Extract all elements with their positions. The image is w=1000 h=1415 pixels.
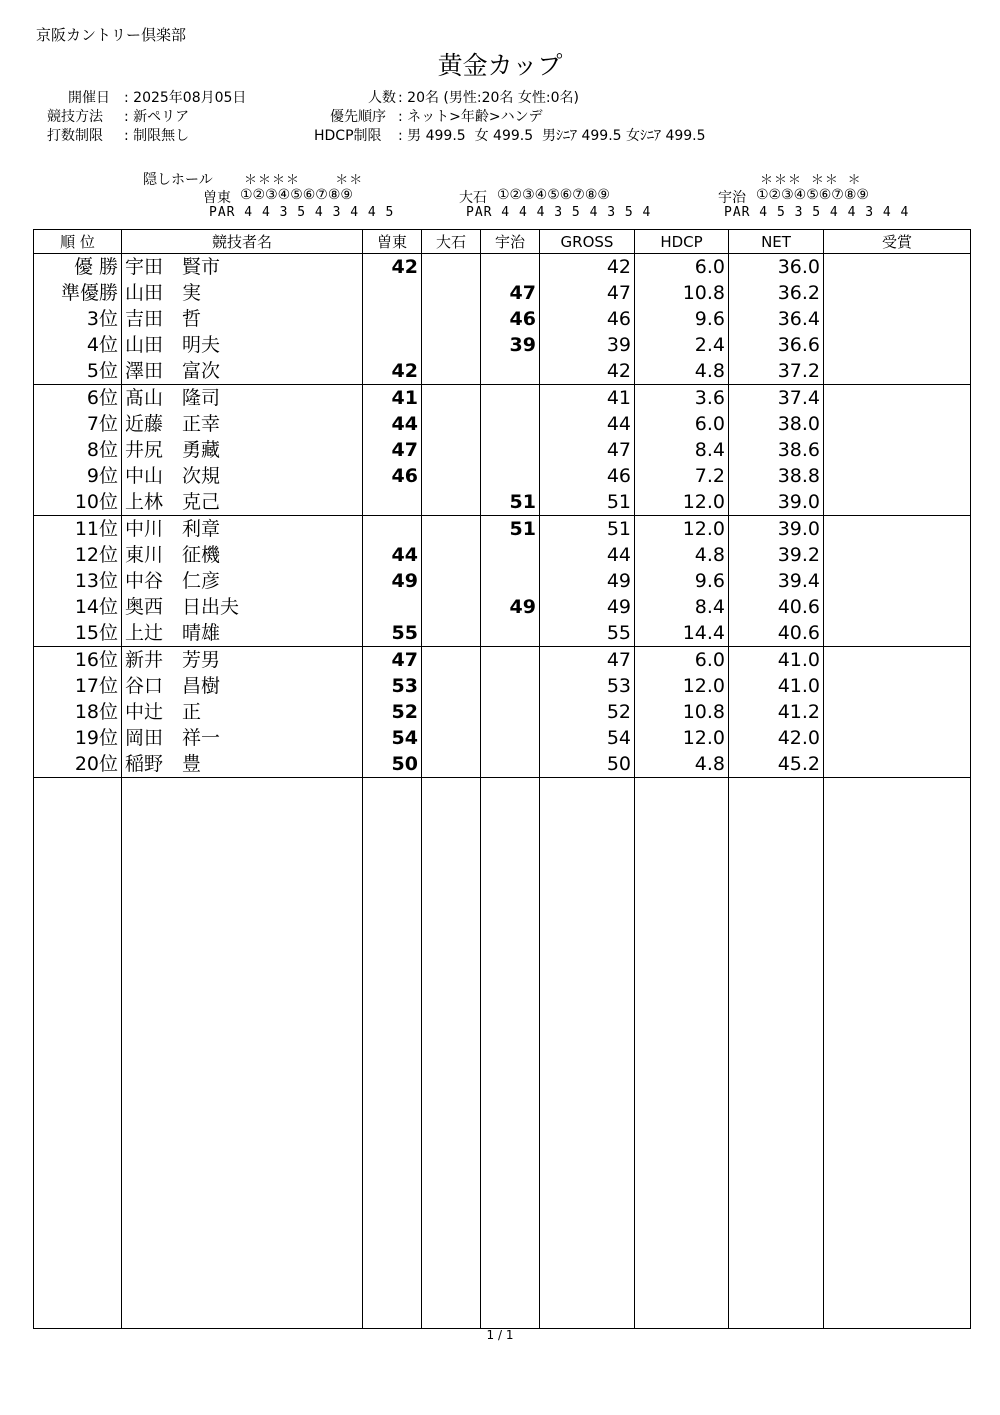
cell-c1	[363, 306, 422, 332]
header-award: 受賞	[824, 230, 971, 254]
table-header-row	[34, 230, 971, 254]
cell-gross: 51	[540, 489, 635, 516]
cell-c2	[422, 254, 481, 281]
cell-c1: 55	[363, 620, 422, 647]
course-3-holes: ①②③④⑤⑥⑦⑧⑨	[756, 187, 869, 203]
priority-value: ネット>年齢>ハンデ	[407, 109, 543, 125]
strokes-label: 打数制限	[47, 128, 103, 144]
cell-award	[824, 385, 971, 412]
course-2-holes: ①②③④⑤⑥⑦⑧⑨	[497, 187, 610, 203]
cell-c3	[481, 673, 540, 699]
table-row	[34, 699, 971, 725]
cell-hdcp: 4.8	[635, 358, 729, 385]
cell-name: 中川 利章	[122, 516, 363, 543]
cell-name: 稲野 豊	[122, 751, 363, 778]
header-course-1: 曽東	[363, 230, 422, 254]
header-rank: 順 位	[34, 230, 122, 254]
table-row	[34, 463, 971, 489]
cell-c3	[481, 358, 540, 385]
cell-c2	[422, 411, 481, 437]
cell-rank: 3位	[34, 306, 122, 332]
cell-net: 41.0	[729, 673, 824, 699]
cell-name: 新井 芳男	[122, 647, 363, 674]
cell-gross: 47	[540, 647, 635, 674]
cell-hdcp: 14.4	[635, 620, 729, 647]
course-1-par: PAR 4 4 3 5 4 3 4 4 5	[209, 205, 395, 220]
header-hdcp: HDCP	[635, 230, 729, 254]
cell-hdcp: 4.8	[635, 751, 729, 778]
table-row	[34, 568, 971, 594]
cell-c1: 47	[363, 647, 422, 674]
cell-c2	[422, 725, 481, 751]
table-row	[34, 647, 971, 674]
filler-cell	[540, 778, 635, 1329]
cell-hdcp: 12.0	[635, 673, 729, 699]
date-value: 2025年08月05日	[133, 90, 247, 106]
cell-rank: 12位	[34, 542, 122, 568]
cell-name: 中山 次規	[122, 463, 363, 489]
cell-award	[824, 542, 971, 568]
method-label: 競技方法	[47, 109, 103, 125]
cell-net: 36.4	[729, 306, 824, 332]
course-3-par: PAR 4 5 3 5 4 4 3 4 4	[724, 205, 910, 220]
cell-hdcp: 3.6	[635, 385, 729, 412]
cell-name: 岡田 祥一	[122, 725, 363, 751]
table-row	[34, 542, 971, 568]
header-net: NET	[729, 230, 824, 254]
cell-award	[824, 306, 971, 332]
course-1-name: 曽東	[203, 190, 231, 206]
cell-gross: 55	[540, 620, 635, 647]
filler-cell	[34, 778, 122, 1329]
cell-c2	[422, 542, 481, 568]
filler-cell	[122, 778, 363, 1329]
cell-name: 澤田 富次	[122, 358, 363, 385]
table-row	[34, 594, 971, 620]
cell-name: 谷口 昌樹	[122, 673, 363, 699]
cell-c1	[363, 332, 422, 358]
cell-c2	[422, 306, 481, 332]
cell-net: 36.6	[729, 332, 824, 358]
cell-hdcp: 7.2	[635, 463, 729, 489]
cell-c2	[422, 673, 481, 699]
header-course-3: 宇治	[481, 230, 540, 254]
cell-gross: 42	[540, 254, 635, 281]
cell-award	[824, 699, 971, 725]
cell-c3	[481, 699, 540, 725]
table-row	[34, 620, 971, 647]
cell-c2	[422, 647, 481, 674]
cell-rank: 5位	[34, 358, 122, 385]
cell-c3: 51	[481, 516, 540, 543]
page-title: 黄金カップ	[437, 51, 563, 80]
table-filler-row	[34, 778, 971, 1329]
cell-c2	[422, 568, 481, 594]
cell-name: 奥西 日出夫	[122, 594, 363, 620]
cell-net: 38.6	[729, 437, 824, 463]
cell-rank: 19位	[34, 725, 122, 751]
cell-hdcp: 10.8	[635, 699, 729, 725]
page-number: 1 / 1	[486, 1328, 514, 1342]
cell-award	[824, 725, 971, 751]
cell-gross: 50	[540, 751, 635, 778]
cell-c3	[481, 751, 540, 778]
course-3-name: 宇治	[718, 190, 746, 206]
cell-rank: 16位	[34, 647, 122, 674]
cell-gross: 46	[540, 306, 635, 332]
cell-rank: 9位	[34, 463, 122, 489]
cell-rank: 4位	[34, 332, 122, 358]
table-row	[34, 516, 971, 543]
cell-hdcp: 12.0	[635, 725, 729, 751]
table-row	[34, 385, 971, 412]
cell-c2	[422, 489, 481, 516]
cell-net: 38.8	[729, 463, 824, 489]
cell-c1: 41	[363, 385, 422, 412]
table-row	[34, 280, 971, 306]
cell-award	[824, 358, 971, 385]
cell-name: 中谷 仁彦	[122, 568, 363, 594]
cell-rank: 20位	[34, 751, 122, 778]
cell-hdcp: 12.0	[635, 516, 729, 543]
cell-net: 39.0	[729, 489, 824, 516]
cell-hdcp: 2.4	[635, 332, 729, 358]
cell-c3	[481, 568, 540, 594]
hdcp-limit-label: HDCP制限	[314, 128, 382, 144]
cell-c1: 50	[363, 751, 422, 778]
cell-c1: 44	[363, 542, 422, 568]
cell-c3	[481, 647, 540, 674]
cell-c2	[422, 358, 481, 385]
cell-award	[824, 647, 971, 674]
cell-c1: 54	[363, 725, 422, 751]
cell-gross: 52	[540, 699, 635, 725]
cell-name: 井尻 勇藏	[122, 437, 363, 463]
cell-gross: 47	[540, 437, 635, 463]
table-row	[34, 411, 971, 437]
table-row	[34, 358, 971, 385]
cell-net: 45.2	[729, 751, 824, 778]
header-name: 競技者名	[122, 230, 363, 254]
cell-c1	[363, 594, 422, 620]
filler-cell	[363, 778, 422, 1329]
cell-c3: 49	[481, 594, 540, 620]
cell-c2	[422, 437, 481, 463]
header-course-2: 大石	[422, 230, 481, 254]
date-label: 開催日	[68, 90, 110, 106]
cell-c1	[363, 489, 422, 516]
people-value: 20名 (男性:20名 女性:0名)	[407, 90, 579, 106]
people-label: 人数	[368, 90, 396, 106]
table-row	[34, 673, 971, 699]
cell-c3	[481, 411, 540, 437]
cell-c3	[481, 542, 540, 568]
cell-name: 山田 明夫	[122, 332, 363, 358]
cell-c3	[481, 620, 540, 647]
hidden-marks-course-3: ＊＊＊ ＊＊ ＊	[760, 173, 862, 188]
club-name: 京阪カントリー倶楽部	[36, 26, 187, 44]
cell-net: 37.2	[729, 358, 824, 385]
hidden-holes-label: 隠しホール	[143, 172, 213, 188]
cell-gross: 49	[540, 594, 635, 620]
table-row	[34, 751, 971, 778]
cell-c3	[481, 725, 540, 751]
cell-name: 髙山 隆司	[122, 385, 363, 412]
cell-award	[824, 594, 971, 620]
filler-cell	[481, 778, 540, 1329]
cell-c2	[422, 594, 481, 620]
cell-c2	[422, 751, 481, 778]
cell-c1: 52	[363, 699, 422, 725]
cell-gross: 46	[540, 463, 635, 489]
cell-hdcp: 6.0	[635, 254, 729, 281]
cell-award	[824, 620, 971, 647]
cell-rank: 14位	[34, 594, 122, 620]
cell-hdcp: 6.0	[635, 411, 729, 437]
hidden-marks-course-1: ＊＊＊＊ ＊＊	[244, 173, 364, 188]
cell-c2	[422, 620, 481, 647]
table-row	[34, 489, 971, 516]
cell-net: 41.2	[729, 699, 824, 725]
cell-rank: 13位	[34, 568, 122, 594]
cell-c1: 53	[363, 673, 422, 699]
cell-net: 40.6	[729, 594, 824, 620]
cell-rank: 11位	[34, 516, 122, 543]
cell-hdcp: 9.6	[635, 568, 729, 594]
table-row	[34, 254, 971, 281]
cell-rank: 10位	[34, 489, 122, 516]
cell-rank: 6位	[34, 385, 122, 412]
hdcp-limit-value: 男 499.5 女 499.5 男ｼﾆｱ 499.5 女ｼﾆｱ 499.5	[407, 128, 706, 144]
cell-c1: 46	[363, 463, 422, 489]
priority-label: 優先順序	[330, 109, 386, 125]
cell-hdcp: 9.6	[635, 306, 729, 332]
cell-hdcp: 8.4	[635, 594, 729, 620]
cell-gross: 41	[540, 385, 635, 412]
filler-cell	[729, 778, 824, 1329]
cell-gross: 51	[540, 516, 635, 543]
cell-award	[824, 332, 971, 358]
cell-award	[824, 437, 971, 463]
cell-net: 36.2	[729, 280, 824, 306]
cell-gross: 53	[540, 673, 635, 699]
cell-c3	[481, 254, 540, 281]
cell-c2	[422, 332, 481, 358]
cell-gross: 39	[540, 332, 635, 358]
course-2-name: 大石	[459, 190, 487, 206]
cell-c3	[481, 437, 540, 463]
cell-rank: 17位	[34, 673, 122, 699]
course-2-par: PAR 4 4 4 3 5 4 3 5 4	[466, 205, 652, 220]
cell-c1: 47	[363, 437, 422, 463]
cell-gross: 44	[540, 411, 635, 437]
cell-net: 39.4	[729, 568, 824, 594]
cell-gross: 54	[540, 725, 635, 751]
cell-net: 41.0	[729, 647, 824, 674]
cell-c3: 47	[481, 280, 540, 306]
cell-gross: 47	[540, 280, 635, 306]
cell-c1: 49	[363, 568, 422, 594]
cell-name: 上林 克己	[122, 489, 363, 516]
cell-c2	[422, 516, 481, 543]
cell-c1: 42	[363, 254, 422, 281]
cell-award	[824, 280, 971, 306]
cell-c3	[481, 385, 540, 412]
cell-name: 上辻 晴雄	[122, 620, 363, 647]
cell-name: 中辻 正	[122, 699, 363, 725]
cell-rank: 優 勝	[34, 254, 122, 281]
filler-cell	[422, 778, 481, 1329]
table-row	[34, 332, 971, 358]
cell-award	[824, 673, 971, 699]
cell-c1	[363, 280, 422, 306]
cell-rank: 準優勝	[34, 280, 122, 306]
cell-gross: 49	[540, 568, 635, 594]
cell-award	[824, 489, 971, 516]
cell-name: 東川 征機	[122, 542, 363, 568]
cell-rank: 18位	[34, 699, 122, 725]
cell-award	[824, 254, 971, 281]
cell-rank: 7位	[34, 411, 122, 437]
cell-net: 37.4	[729, 385, 824, 412]
cell-award	[824, 516, 971, 543]
cell-hdcp: 10.8	[635, 280, 729, 306]
cell-name: 近藤 正幸	[122, 411, 363, 437]
table-row	[34, 725, 971, 751]
strokes-value: 制限無し	[133, 128, 190, 144]
cell-award	[824, 568, 971, 594]
table-row	[34, 437, 971, 463]
cell-hdcp: 12.0	[635, 489, 729, 516]
cell-net: 42.0	[729, 725, 824, 751]
cell-c2	[422, 463, 481, 489]
cell-award	[824, 411, 971, 437]
cell-c1: 42	[363, 358, 422, 385]
cell-c3: 51	[481, 489, 540, 516]
cell-c1: 44	[363, 411, 422, 437]
cell-name: 吉田 哲	[122, 306, 363, 332]
results-table	[33, 229, 971, 1329]
cell-rank: 8位	[34, 437, 122, 463]
cell-c3: 46	[481, 306, 540, 332]
cell-net: 36.0	[729, 254, 824, 281]
table-row	[34, 306, 971, 332]
filler-cell	[635, 778, 729, 1329]
method-value: 新ペリア	[133, 109, 190, 125]
cell-hdcp: 6.0	[635, 647, 729, 674]
cell-award	[824, 463, 971, 489]
cell-hdcp: 4.8	[635, 542, 729, 568]
course-1-holes: ①②③④⑤⑥⑦⑧⑨	[240, 187, 353, 203]
cell-c3	[481, 463, 540, 489]
cell-net: 39.2	[729, 542, 824, 568]
cell-net: 38.0	[729, 411, 824, 437]
cell-c1	[363, 516, 422, 543]
cell-award	[824, 751, 971, 778]
filler-cell	[824, 778, 971, 1329]
header-gross: GROSS	[540, 230, 635, 254]
cell-net: 40.6	[729, 620, 824, 647]
cell-gross: 44	[540, 542, 635, 568]
cell-net: 39.0	[729, 516, 824, 543]
cell-c2	[422, 280, 481, 306]
cell-hdcp: 8.4	[635, 437, 729, 463]
cell-gross: 42	[540, 358, 635, 385]
cell-name: 山田 実	[122, 280, 363, 306]
cell-name: 宇田 賢市	[122, 254, 363, 281]
cell-c2	[422, 385, 481, 412]
cell-c3: 39	[481, 332, 540, 358]
cell-c2	[422, 699, 481, 725]
cell-rank: 15位	[34, 620, 122, 647]
